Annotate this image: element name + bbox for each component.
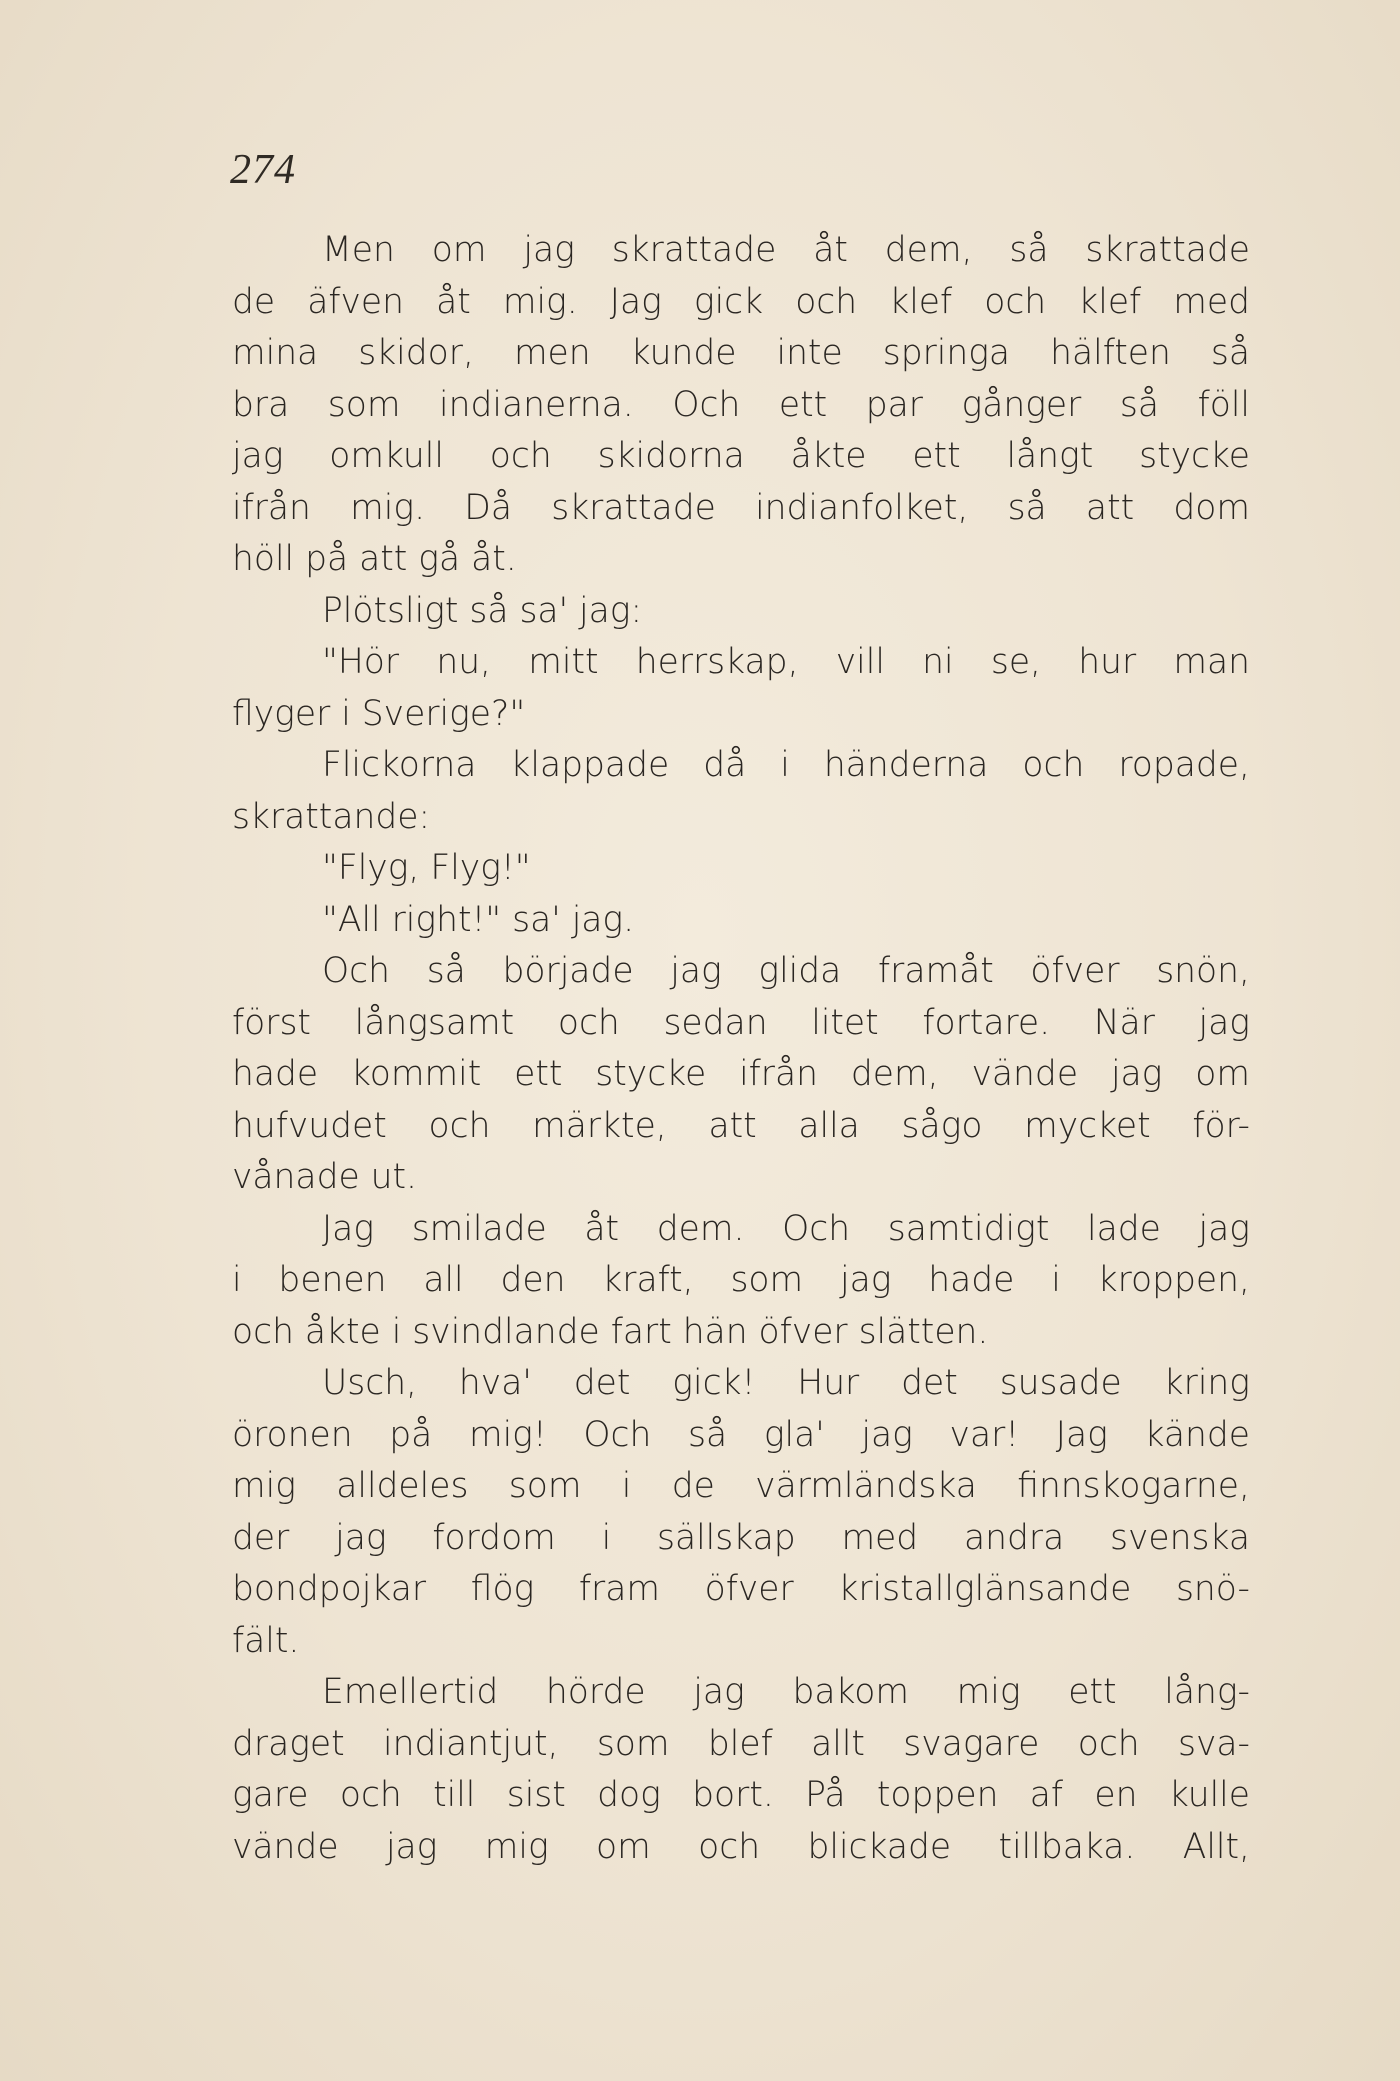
text-line: och åkte i svindlande fart hän öfver slätten. (232, 1311, 989, 1352)
text-line: de äfven åt mig. Jag gick och klef och klef med (232, 281, 1250, 322)
text-line: Jag smilade åt dem. Och samtidigt lade jag (322, 1208, 1250, 1249)
text-line: skrattande: (232, 796, 431, 837)
text-line: gare och till sist dog bort. På toppen af en kulle (232, 1775, 1250, 1815)
text-line: hade kommit ett stycke ifrån dem, vände jag om (232, 1054, 1250, 1094)
text-line: hufvudet och märkte, att alla sågo mycket för- (232, 1105, 1250, 1146)
body-text (232, 225, 1250, 1873)
text-line: flyger i Sverige?" (232, 693, 526, 734)
text-line: draget indiantjut, som blef allt svagare och sva- (232, 1723, 1250, 1764)
text-line: Men om jag skrattade åt dem, så skrattade (322, 230, 1250, 270)
text-line: jag omkull och skidorna åkte ett långt stycke (232, 436, 1250, 476)
text-line: bra som indianerna. Och ett par gånger så föll (232, 384, 1250, 425)
text-line: mig alldeles som i de värmländska finnskogarne, (232, 1466, 1250, 1506)
text-line: fält. (232, 1620, 300, 1661)
text-line: "All right!" sa' jag. (322, 899, 635, 940)
text-line: Flickorna klappade då i händerna och ropade, (322, 745, 1250, 785)
text-line: i benen all den kraft, som jag hade i kroppen, (232, 1260, 1250, 1300)
text-line: Usch, hva' det gick! Hur det susade kring (322, 1363, 1250, 1403)
text-line: der jag fordom i sällskap med andra svenska (232, 1517, 1250, 1558)
text-line: Plötsligt så sa' jag: (322, 590, 643, 631)
text-line: "Flyg, Flyg!" (322, 848, 531, 888)
text-line: vände jag mig om och blickade tillbaka. Allt, (232, 1826, 1250, 1867)
text-line: Emellertid hörde jag bakom mig ett lång- (322, 1672, 1250, 1712)
text-line: ifrån mig. Då skrattade indianfolket, så att dom (232, 487, 1250, 528)
page-number: 274 (230, 147, 296, 193)
text-line: höll på att gå åt. (232, 539, 517, 579)
text-line: bondpojkar flög fram öfver kristallglänsande snö- (232, 1569, 1250, 1609)
text-line: mina skidor, men kunde inte springa hälften så (232, 333, 1250, 373)
text-line: först långsamt och sedan litet fortare. När jag (232, 1002, 1250, 1043)
text-line: vånade ut. (232, 1157, 418, 1197)
text-line: "Hör nu, mitt herrskap, vill ni se, hur man (322, 642, 1250, 682)
text-line: Och så började jag glida framåt öfver snön, (322, 951, 1250, 991)
text-line: öronen på mig! Och så gla' jag var! Jag kände (232, 1414, 1250, 1455)
